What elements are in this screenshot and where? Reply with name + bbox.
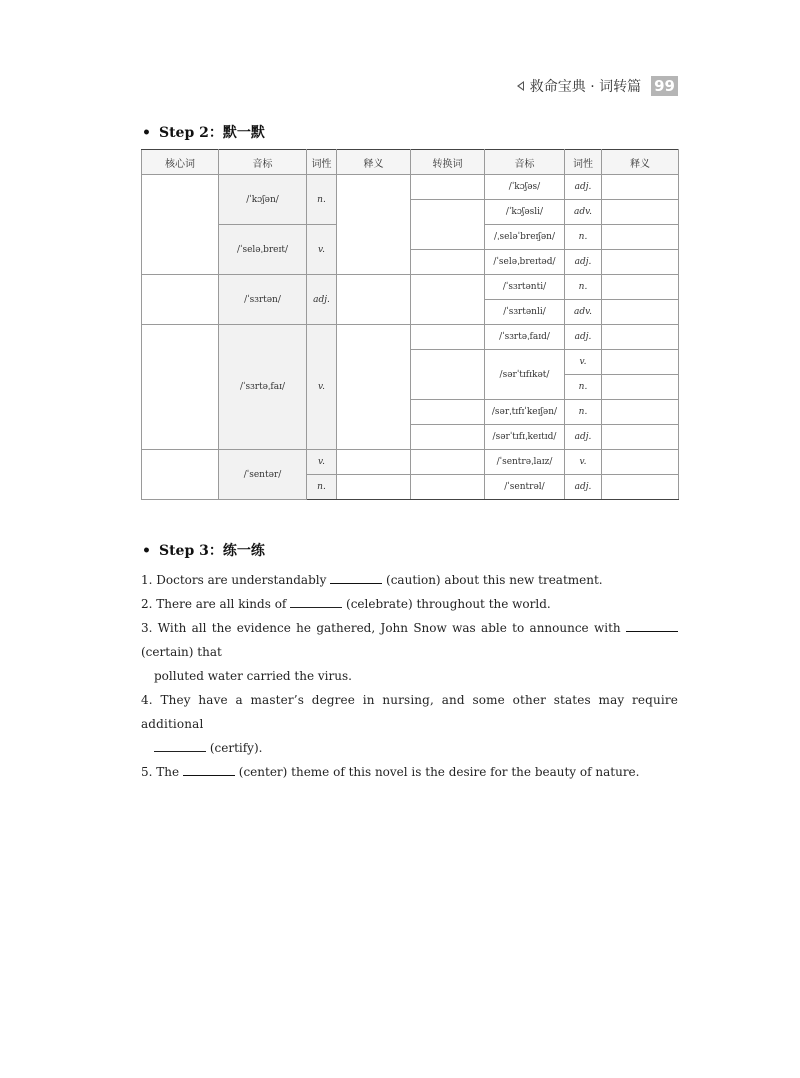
header-title: 救命宝典 · 词转篇 xyxy=(529,79,642,95)
bullet-icon: • xyxy=(142,543,151,559)
exercise-item xyxy=(141,616,678,664)
conv-meaning-cell xyxy=(602,200,679,225)
answer-blank[interactable] xyxy=(290,594,342,608)
conv-phonetic: /ˈsɜrtəˌfaɪd/ xyxy=(485,325,565,350)
core-phonetic: /ˈkɔʃən/ xyxy=(219,175,307,225)
col-header: 转换词 xyxy=(411,150,485,175)
core-word-cell xyxy=(142,175,219,275)
answer-blank[interactable] xyxy=(330,570,382,584)
exercise-hint: (celebrate) throughout the world. xyxy=(346,597,551,611)
exercise-hint: (certain) that xyxy=(141,645,222,659)
conv-pos: adj. xyxy=(565,175,602,200)
table-header-row xyxy=(142,150,679,175)
exercise-text: 2. There are all kinds of xyxy=(141,597,287,611)
core-phonetic: /ˈseləˌbreɪt/ xyxy=(219,225,307,275)
col-header: 音标 xyxy=(485,150,565,175)
conv-phonetic: /ˈkɔʃəsli/ xyxy=(485,200,565,225)
conv-phonetic: /sərˌtɪfɪˈkeɪʃən/ xyxy=(485,400,565,425)
conv-word-cell xyxy=(411,250,485,275)
core-pos: v. xyxy=(307,325,337,450)
exercise-item xyxy=(141,760,678,784)
core-pos: v. xyxy=(307,225,337,275)
conv-word-cell xyxy=(411,200,485,250)
conv-meaning-cell xyxy=(602,400,679,425)
conv-phonetic: /sərˈtɪfɪˌkeɪtɪd/ xyxy=(485,425,565,450)
vocab-table xyxy=(141,149,679,500)
answer-blank[interactable] xyxy=(154,738,206,752)
exercise-hint: (center) theme of this novel is the desire for the beauty of nature. xyxy=(238,765,640,779)
core-pos: n. xyxy=(307,175,337,225)
exercise-text: 4. They have a master’s degree in nursing, and some other states may require additional xyxy=(141,693,678,731)
page-header xyxy=(517,76,678,96)
exercise-hint: (certify). xyxy=(209,741,263,755)
bullet-icon: • xyxy=(142,125,151,141)
step3-title: Step 3：练一练 xyxy=(158,543,265,559)
exercise-item xyxy=(141,688,678,736)
conv-phonetic: /ˈsɜrtənli/ xyxy=(485,300,565,325)
col-header: 释义 xyxy=(337,150,411,175)
conv-word-cell xyxy=(411,450,485,475)
conv-pos: adv. xyxy=(565,300,602,325)
conv-pos: n. xyxy=(565,400,602,425)
conv-word-cell xyxy=(411,350,485,400)
col-header: 核心词 xyxy=(142,150,219,175)
conv-meaning-cell xyxy=(602,300,679,325)
core-meaning-cell xyxy=(337,450,411,475)
col-header: 释义 xyxy=(602,150,679,175)
conv-meaning-cell xyxy=(602,175,679,200)
conv-pos: adj. xyxy=(565,475,602,500)
exercise-item xyxy=(141,736,678,760)
core-pos: adj. xyxy=(307,275,337,325)
conv-pos: n. xyxy=(565,225,602,250)
step2-title: Step 2：默一默 xyxy=(158,125,265,141)
conv-meaning-cell xyxy=(602,375,679,400)
conv-pos: n. xyxy=(565,375,602,400)
conv-phonetic: /ˈseləˌbreɪtəd/ xyxy=(485,250,565,275)
conv-meaning-cell xyxy=(602,275,679,300)
conv-word-cell xyxy=(411,275,485,325)
table-row xyxy=(142,325,679,350)
exercise-continuation: polluted water carried the virus. xyxy=(154,669,352,683)
conv-pos: adj. xyxy=(565,325,602,350)
core-phonetic: /ˈsentər/ xyxy=(219,450,307,500)
conv-pos: adj. xyxy=(565,250,602,275)
conv-word-cell xyxy=(411,400,485,425)
core-meaning-cell xyxy=(337,175,411,275)
step2-heading xyxy=(142,122,265,142)
core-meaning-cell xyxy=(337,275,411,325)
table-row xyxy=(142,450,679,475)
step3-heading xyxy=(142,540,265,560)
conv-word-cell xyxy=(411,325,485,350)
conv-pos: n. xyxy=(565,275,602,300)
conv-meaning-cell xyxy=(602,250,679,275)
exercise-list xyxy=(141,568,678,784)
core-meaning-cell xyxy=(337,475,411,500)
core-word-cell xyxy=(142,325,219,450)
core-phonetic: /ˈsɜrtən/ xyxy=(219,275,307,325)
conv-meaning-cell xyxy=(602,475,679,500)
conv-meaning-cell xyxy=(602,225,679,250)
conv-word-cell xyxy=(411,425,485,450)
answer-blank[interactable] xyxy=(626,618,678,632)
col-header: 音标 xyxy=(219,150,307,175)
core-pos: v. xyxy=(307,450,337,475)
exercise-item xyxy=(141,592,678,616)
conv-phonetic: /ˈsentrəˌlaɪz/ xyxy=(485,450,565,475)
conv-phonetic: /sərˈtɪfɪkət/ xyxy=(485,350,565,400)
conv-phonetic: /ˈsɜrtənti/ xyxy=(485,275,565,300)
watermark xyxy=(607,818,792,893)
core-phonetic: /ˈsɜrtəˌfaɪ/ xyxy=(219,325,307,450)
conv-meaning-cell xyxy=(602,350,679,375)
conv-pos: v. xyxy=(565,350,602,375)
back-triangle-icon xyxy=(517,81,524,91)
answer-blank[interactable] xyxy=(183,762,235,776)
table-row xyxy=(142,275,679,300)
conv-phonetic: /ˈkɔʃəs/ xyxy=(485,175,565,200)
conv-pos: adv. xyxy=(565,200,602,225)
page-number: 99 xyxy=(651,76,678,96)
conv-meaning-cell xyxy=(602,325,679,350)
exercise-text: 1. Doctors are understandably xyxy=(141,573,327,587)
exercise-item xyxy=(141,568,678,592)
core-word-cell xyxy=(142,450,219,500)
core-word-cell xyxy=(142,275,219,325)
conv-pos: v. xyxy=(565,450,602,475)
exercise-hint: (caution) about this new treatment. xyxy=(386,573,603,587)
conv-word-cell xyxy=(411,175,485,200)
exercise-text: 5. The xyxy=(141,765,180,779)
conv-phonetic: /ˈsentrəl/ xyxy=(485,475,565,500)
col-header: 词性 xyxy=(307,150,337,175)
col-header: 词性 xyxy=(565,150,602,175)
core-pos: n. xyxy=(307,475,337,500)
conv-meaning-cell xyxy=(602,425,679,450)
exercise-text: 3. With all the evidence he gathered, John Snow was able to announce with xyxy=(141,621,621,635)
conv-pos: adj. xyxy=(565,425,602,450)
conv-word-cell xyxy=(411,475,485,500)
conv-phonetic: /ˌseləˈbreɪʃən/ xyxy=(485,225,565,250)
core-meaning-cell xyxy=(337,325,411,450)
conv-meaning-cell xyxy=(602,450,679,475)
table-row xyxy=(142,175,679,200)
